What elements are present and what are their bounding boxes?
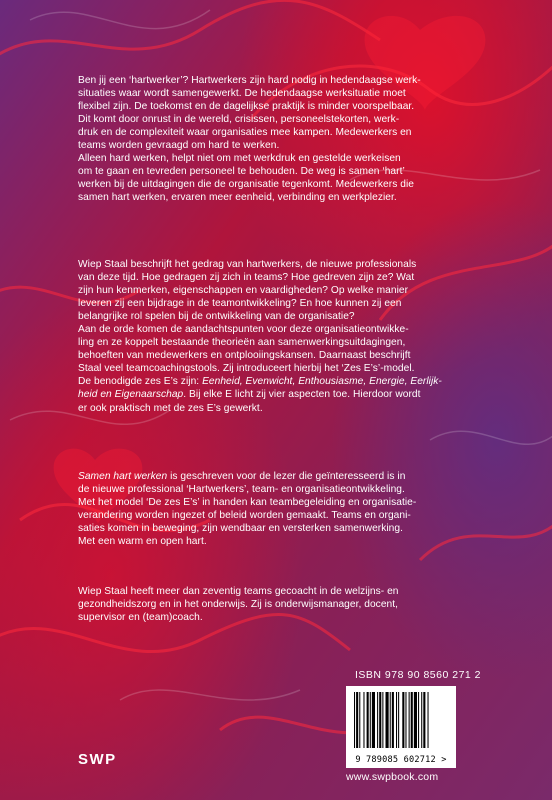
text-line: situaties waar wordt samengewerkt. De hedendaagse werksituatie moet (78, 88, 406, 100)
text-segment: De benodigde zes E’s zijn: (78, 376, 203, 388)
barcode-bars (346, 686, 456, 752)
text-line: teams worden gevraagd om hard te werken. (78, 140, 280, 152)
barcode-bar (386, 692, 389, 748)
text-line: werken bij de uitdagingen die de organisatie tegenkomt. Medewerkers die (78, 179, 414, 191)
text-line: behoeften van medewerkers en ontplooiingskansen. Daarnaast beschrijft (78, 350, 411, 362)
barcode-digits: 9 789085 602712 > (355, 755, 447, 765)
barcode-bar (377, 692, 378, 748)
text-line: druk en de complexiteit waar organisaties mee kampen. Medewerkers en (78, 127, 412, 139)
barcode-bar (418, 692, 419, 748)
author-bio (78, 585, 476, 624)
text-line: van deze tijd. Hoe gedragen zij zich in teams? Hoe gedreven zijn ze? Wat (78, 272, 415, 284)
text-line: Met een warm en open hart. (78, 536, 207, 548)
text-line: Alleen hard werken, helpt niet om met werkdruk en gestelde werkeisen (78, 153, 401, 165)
barcode-bar (390, 692, 391, 748)
barcode-bar (382, 692, 383, 748)
isbn-number: ISBN 978 90 8560 271 2 (355, 669, 482, 681)
text-line: Met het model ‘De zes E’s’ in handen kan teambegeleiding en organisatie- (78, 497, 417, 509)
text-line: de nieuwe professional ‘Hartwerkers’, team- en organisatieontwikkeling. (78, 484, 405, 496)
barcode-bar (411, 692, 413, 748)
barcode-bar (356, 692, 358, 748)
text-line: ling en ze koppelt bestaande theorieën aan samenwerkingsuitdagingen, (78, 337, 406, 349)
blurb-paragraph-3 (78, 470, 476, 548)
barcode-bar (396, 692, 397, 748)
text-line: er ook praktisch met de zes E’s gewerkt. (78, 402, 263, 414)
barcode (346, 686, 456, 768)
text-segment: is geschreven voor de lezer die geïnteresseerd is in (167, 471, 406, 482)
text-line: Staal veel teamcoachingstools. Zij introduceert hierbij het ‘Zes E’s’-model. (78, 363, 415, 375)
blurb-paragraph-2 (78, 258, 476, 415)
text-line: flexibel zijn. De toekomst en de dagelijkse praktijk is minder voorspelbaar. (78, 101, 415, 113)
six-e-list-end: heid en Eigenaarschap (78, 389, 184, 401)
text-line: samen hart werken, ervaren meer eenheid, verbinding en werkplezier. (78, 192, 397, 204)
text-line: saties komen in beweging, zijn wendbaar en versterken samenwerking. (78, 523, 403, 535)
barcode-bar (379, 692, 381, 748)
barcode-bar (363, 692, 364, 748)
text-line: Wiep Staal beschrijft het gedrag van hartwerkers, de nieuwe professionals (78, 259, 417, 270)
text-line: belangrijke rol spelen bij de ontwikkeling van de organisatie? (78, 311, 355, 323)
text-line: Wiep Staal heeft meer dan zeventig teams gecoacht in de welzijns- en (78, 586, 399, 597)
text-line: om te gaan en tevreden personeel te behouden. De weg is samen ‘hart’ (78, 166, 405, 178)
barcode-bar (398, 692, 399, 748)
text-line: leveren zij een bijdrage in de teamontwikkeling? En hoe kunnen zij een (78, 298, 402, 310)
barcode-bar (414, 692, 417, 748)
barcode-bar (370, 692, 371, 748)
barcode-bar (359, 692, 360, 748)
text-line: Aan de orde komen de aandachtspunten voor deze organisatieontwikke- (78, 324, 409, 336)
six-e-list: Eenheid, Evenwicht, Enthousiasme, Energie, Eerlijk- (202, 376, 442, 388)
text-line: gezondheidszorg en in het onderwijs. Zij is onderwijsmanager, docent, (78, 599, 399, 611)
text-segment: . Bij elke E licht zij vier aspecten toe. Hierdoor wordt (183, 389, 421, 401)
barcode-bar (423, 692, 425, 748)
text-line: Dit komt door onrust in de wereld, crisissen, personeelstekorten, werk- (78, 114, 400, 126)
text-line: Ben jij een ‘hartwerker’? Hartwerkers zijn hard nodig in hedendaagse werk- (78, 75, 421, 86)
text-line (78, 470, 476, 483)
text-line (78, 388, 476, 401)
barcode-bar (428, 692, 429, 748)
barcode-bar (372, 692, 375, 748)
text-line: supervisor en (team)coach. (78, 612, 203, 624)
barcode-bar (405, 692, 406, 748)
barcode-bar (392, 692, 394, 748)
barcode-bar (402, 692, 404, 748)
barcode-bar (354, 692, 355, 748)
text-line: verandering worden ingezet of beleid worden gemaakt. Teams en organi- (78, 510, 411, 522)
publisher-website: www.swpbook.com (346, 771, 439, 783)
blurb-paragraph-1 (78, 74, 476, 204)
barcode-bar (421, 692, 422, 748)
barcode-bar (409, 692, 410, 748)
text-line (78, 375, 476, 388)
publisher-logo: SWP (78, 751, 117, 768)
barcode-bar (367, 692, 369, 748)
text-line: zijn hun kenmerken, eigenschappen en vaardigheden? Op welke manier (78, 285, 409, 297)
book-title-mention: Samen hart werken (78, 471, 168, 482)
